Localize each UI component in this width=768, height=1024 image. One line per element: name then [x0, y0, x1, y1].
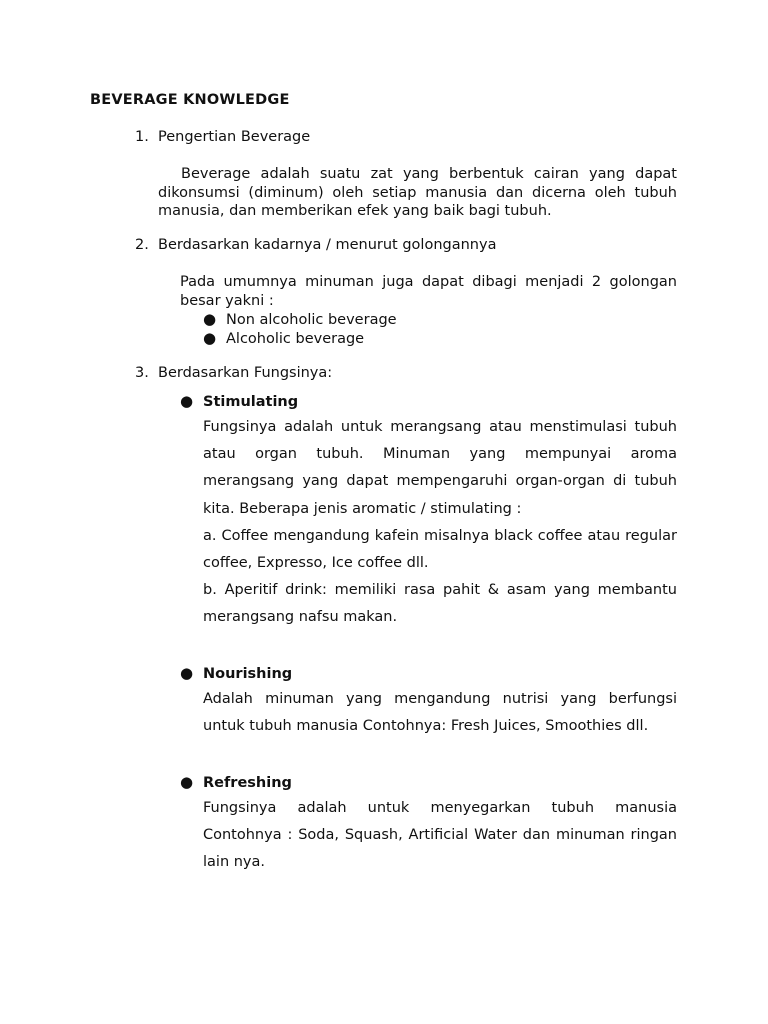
- document-title: BEVERAGE KNOWLEDGE: [90, 92, 290, 108]
- function-label-refreshing: Refreshing: [203, 775, 292, 791]
- section-2-bullet-item: [203, 329, 364, 347]
- function-label-stimulating: Stimulating: [203, 394, 299, 410]
- section-2-paragraph: Pada umumnya minuman juga dapat dibagi menjadi 2 golongan besar yakni :: [180, 274, 677, 309]
- function-description-refreshing: [203, 795, 677, 877]
- bullet-icon: ●: [180, 392, 194, 410]
- section-2-number: 2.: [135, 237, 149, 253]
- section-1-paragraph: Beverage adalah suatu zat yang berbentuk cairan yang dapat dikonsumsi (diminum) oleh setiap manusia dan dicerna oleh tubuh manusia, dan memberikan efek yang baik bagi tubuh.: [158, 166, 677, 219]
- bullet-icon: ●: [180, 664, 194, 682]
- description-line: a. Coffee mengandung kafein misalnya black coffee atau regular coffee, Expresso, Ice coffee dll.: [203, 527, 677, 572]
- function-description-nourishing: [203, 686, 677, 740]
- function-item-heading: [180, 392, 298, 410]
- description-line: Fungsinya adalah untuk menyegarkan tubuh manusia Contohnya : Soda, Squash, Artificial Water dan minuman ringan lain nya.: [203, 800, 677, 871]
- bullet-icon: ●: [203, 329, 217, 347]
- section-2-heading: Berdasarkan kadarnya / menurut golongannya: [158, 237, 497, 253]
- section-3-heading-row: [135, 365, 332, 381]
- bullet-text: Non alcoholic beverage: [226, 312, 397, 328]
- description-line: Adalah minuman yang mengandung nutrisi yang berfungsi untuk tubuh manusia Contohnya: Fresh Juices, Smoothies dll.: [203, 691, 677, 735]
- bullet-icon: ●: [180, 773, 194, 791]
- section-3-heading: Berdasarkan Fungsinya:: [158, 365, 333, 381]
- description-line: Fungsinya adalah untuk merangsang atau menstimulasi tubuh atau organ tubuh. Minuman yang mempunyai aroma merangsang yang dapat mempengaruhi organ-organ di tubuh kita. Beberapa jenis aromatic / stimulating :: [203, 419, 677, 517]
- function-label-nourishing: Nourishing: [203, 666, 293, 682]
- bullet-icon: ●: [203, 310, 217, 328]
- section-1-heading-row: [135, 129, 310, 145]
- description-line: b. Aperitif drink: memiliki rasa pahit & asam yang membantu merangsang nafsu makan.: [203, 582, 677, 626]
- section-2-bullet-item: [203, 310, 397, 328]
- function-item-heading: [180, 773, 292, 791]
- function-description-stimulating: [203, 414, 677, 632]
- section-3-number: 3.: [135, 365, 149, 381]
- function-item-heading: [180, 664, 292, 682]
- bullet-text: Alcoholic beverage: [226, 331, 365, 347]
- section-1-heading: Pengertian Beverage: [158, 129, 311, 145]
- section-2-heading-row: [135, 237, 496, 253]
- section-1-number: 1.: [135, 129, 149, 145]
